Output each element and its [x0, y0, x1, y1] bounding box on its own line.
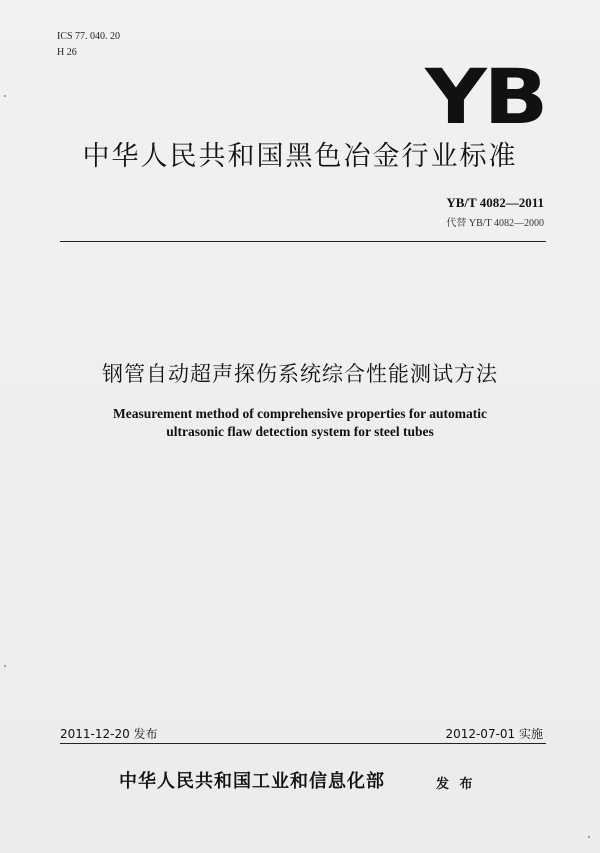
- publisher-name: 中华人民共和国工业和信息化部: [119, 771, 385, 792]
- standard-number: YB/T 4082—2011: [446, 195, 544, 210]
- english-title-line-1: Measurement method of comprehensive properties for automatic: [113, 406, 487, 421]
- footer-divider: [60, 743, 546, 744]
- english-title-line-2: ultrasonic flaw detection system for steel tubes: [166, 424, 434, 439]
- scan-speck: [4, 95, 6, 97]
- publish-label: 发 布: [436, 777, 476, 792]
- header-divider: [60, 241, 546, 242]
- issue-date: 2011-12-20 发布: [60, 727, 158, 741]
- scan-speck: [588, 836, 590, 838]
- replaced-standard: 代替 YB/T 4082—2000: [446, 218, 544, 229]
- scan-speck: [4, 665, 6, 667]
- standard-type-title: 中华人民共和国黑色冶金行业标准: [82, 141, 518, 172]
- ics-code: ICS 77. 040. 20: [57, 31, 121, 42]
- implementation-date: 2012-07-01 实施: [445, 727, 543, 741]
- english-title: [0, 405, 600, 441]
- category-code: H 26: [57, 47, 77, 58]
- yb-logo: YB: [425, 52, 545, 141]
- chinese-title: 钢管自动超声探伤系统综合性能测试方法: [102, 362, 498, 386]
